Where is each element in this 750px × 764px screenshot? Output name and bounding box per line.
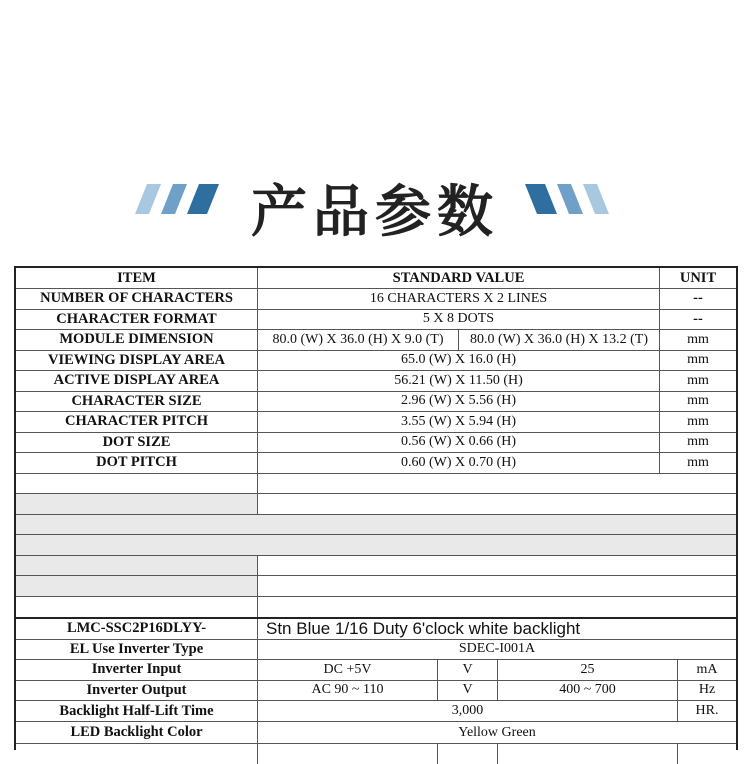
- spec-item: ACTIVE DISPLAY AREA: [16, 371, 258, 391]
- spec-value: 0.56 (W) X 0.66 (H): [258, 433, 660, 453]
- spec-value: 0.60 (W) X 0.70 (H): [258, 453, 660, 473]
- spec-unit: mm: [687, 434, 709, 450]
- spec-value: 3.55 (W) X 5.94 (H): [258, 412, 660, 432]
- stripe-decoration-right: [525, 184, 615, 214]
- half-life-unit: HR.: [695, 703, 719, 718]
- spec-item: DOT SIZE: [16, 433, 258, 453]
- blank-cell: [258, 576, 736, 596]
- blank-row: [16, 535, 736, 556]
- table-row: [16, 722, 736, 744]
- table-header-row: [16, 268, 736, 289]
- blank-cell: [16, 576, 258, 596]
- spec-value: 65.0 (W) X 16.0 (H): [258, 351, 660, 371]
- blank-cell: [16, 474, 258, 494]
- table-row: [16, 310, 736, 331]
- table-row: [16, 640, 736, 661]
- inverter-input-label: Inverter Input: [16, 660, 258, 680]
- inverter-input-value: DC +5V: [258, 660, 438, 680]
- table-row: [16, 433, 736, 454]
- inverter-output-label: Inverter Output: [16, 681, 258, 701]
- column-header-value: STANDARD VALUE: [258, 268, 660, 288]
- spec-unit: --: [693, 290, 703, 307]
- spec-item: CHARACTER SIZE: [16, 392, 258, 412]
- inverter-type-value: SDEC-I001A: [458, 641, 536, 657]
- spec-value: 56.21 (W) X 11.50 (H): [258, 371, 660, 391]
- blank-row: [16, 597, 736, 619]
- blank-cell: [16, 494, 258, 514]
- table-row: [16, 412, 736, 433]
- blank-cell: [258, 597, 736, 617]
- table-row: [16, 371, 736, 392]
- blank-row: [16, 474, 736, 495]
- blank-cell: [16, 556, 258, 576]
- blank-cell: [16, 535, 736, 555]
- blank-cell: [16, 515, 736, 535]
- half-life-value: 3,000: [258, 701, 678, 721]
- led-color-label: LED Backlight Color: [16, 722, 258, 743]
- spec-sheet: [14, 266, 738, 750]
- table-row: [16, 681, 736, 702]
- spec-unit: mm: [687, 352, 709, 368]
- page-title: 产品参数: [251, 180, 499, 245]
- model-description: Stn Blue 1/16 Duty 6'clock white backlight: [266, 618, 581, 638]
- blank-cell: [16, 597, 258, 617]
- spec-item: NUMBER OF CHARACTERS: [16, 289, 258, 309]
- column-header-item: ITEM: [16, 268, 258, 288]
- table-row: [16, 289, 736, 310]
- blank-cell: [258, 494, 736, 514]
- table-row: [16, 453, 736, 474]
- spec-item: MODULE DIMENSION: [16, 330, 258, 350]
- table-row: [16, 330, 736, 351]
- spec-value: 5 X 8 DOTS: [258, 310, 660, 330]
- blank-cell: [16, 744, 258, 764]
- blank-cell: [258, 556, 736, 576]
- model-row: [16, 619, 736, 640]
- blank-row: [16, 576, 736, 597]
- table-row: [16, 701, 736, 722]
- table-row: [16, 392, 736, 413]
- led-color-value: Yellow Green: [458, 724, 536, 740]
- blank-row: [16, 515, 736, 536]
- inverter-type-label: EL Use Inverter Type: [16, 640, 258, 660]
- blank-row: [16, 556, 736, 577]
- inverter-output-frequency: 400 ~ 700: [498, 681, 678, 701]
- table-row-partial: [16, 744, 736, 764]
- spec-value-b: 80.0 (W) X 36.0 (H) X 13.2 (T): [459, 330, 660, 350]
- spec-unit: mm: [687, 454, 709, 470]
- half-life-label: Backlight Half-Lift Time: [16, 701, 258, 721]
- blank-cell: [258, 744, 438, 764]
- spec-value-a: 80.0 (W) X 36.0 (H) X 9.0 (T): [258, 330, 459, 350]
- blank-cell: [498, 744, 678, 764]
- spec-unit: mm: [687, 413, 709, 429]
- spec-unit: mm: [687, 372, 709, 388]
- spec-unit: mm: [687, 331, 709, 347]
- spec-item: CHARACTER PITCH: [16, 412, 258, 432]
- spec-value: 2.96 (W) X 5.56 (H): [258, 392, 660, 412]
- spec-unit: mm: [687, 393, 709, 409]
- inverter-input-current: 25: [498, 660, 678, 680]
- inverter-input-unit: V: [438, 660, 498, 680]
- spec-unit: --: [693, 310, 703, 327]
- blank-cell: [678, 744, 736, 764]
- spec-item: CHARACTER FORMAT: [16, 310, 258, 330]
- blank-row: [16, 494, 736, 515]
- blank-cell: [258, 474, 736, 494]
- spec-item: DOT PITCH: [16, 453, 258, 473]
- spec-item: VIEWING DISPLAY AREA: [16, 351, 258, 371]
- inverter-output-frequency-unit: Hz: [698, 682, 716, 698]
- table-row: [16, 660, 736, 681]
- spec-value: 16 CHARACTERS X 2 LINES: [258, 289, 660, 309]
- inverter-output-value: AC 90 ~ 110: [258, 681, 438, 701]
- inverter-output-unit: V: [438, 681, 498, 701]
- section-header: [0, 160, 750, 245]
- inverter-input-current-unit: mA: [696, 661, 718, 677]
- model-number: LMC-SSC2P16DLYY-: [16, 619, 258, 639]
- blank-cell: [438, 744, 498, 764]
- column-header-unit: UNIT: [679, 269, 717, 286]
- table-row: [16, 351, 736, 372]
